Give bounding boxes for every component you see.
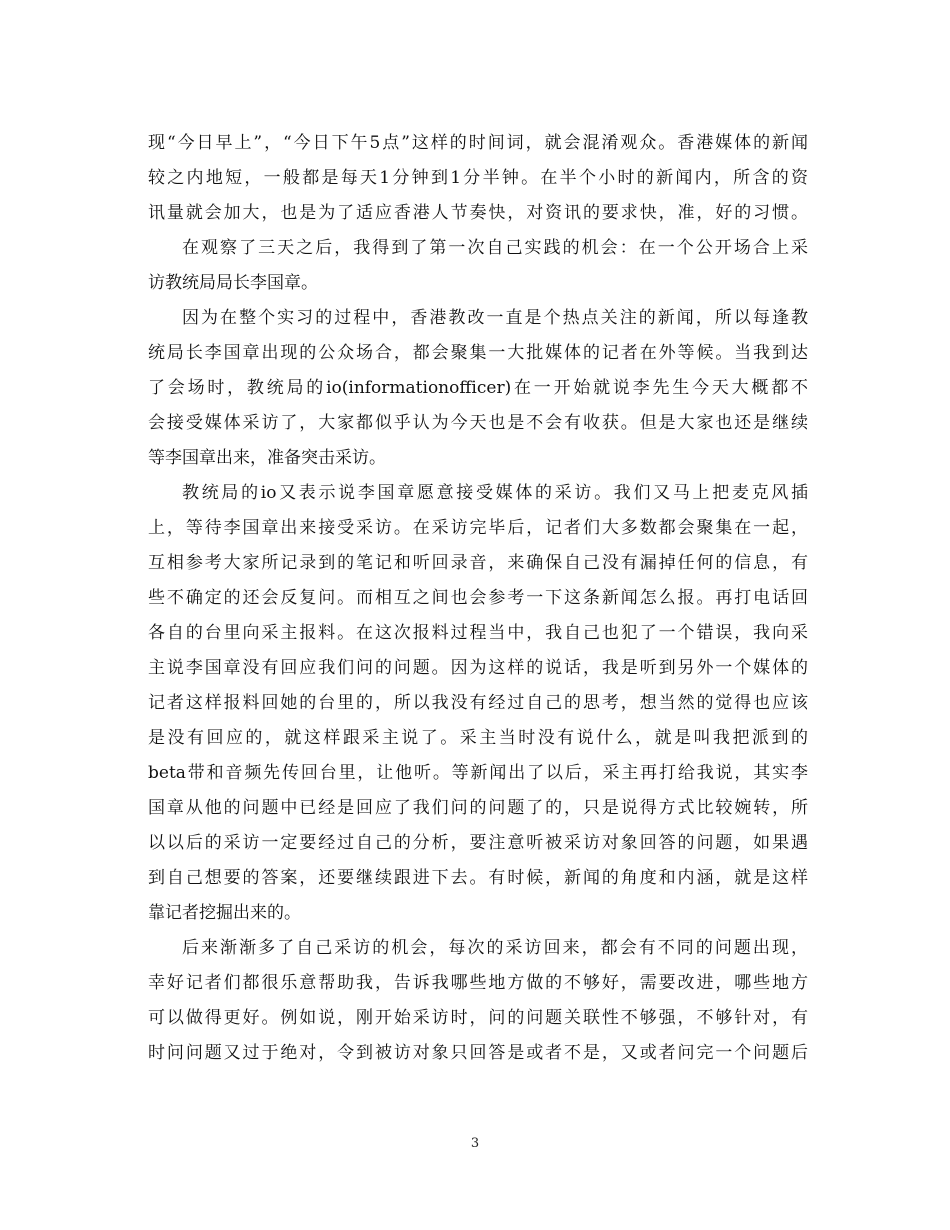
text-line: 是没有回应的，就这样跟采主说了。采主当时没有说什么，就是叫我把派到的: [148, 728, 808, 748]
text-line: 会接受媒体采访了，大家都似乎认为今天也是不会有收获。但是大家也还是继续: [148, 413, 808, 433]
text-line: 到自己想要的答案，还要继续跟进下去。有时候，新闻的角度和内涵，就是这样: [148, 868, 808, 888]
paragraph-first-line: 后来渐渐多了自己采访的机会，每次的采访回来，都会有不同的问题出现，: [182, 938, 808, 958]
text-line: 国章从他的问题中已经是回应了我们问的问题了的，只是说得方式比较婉转，所: [148, 798, 808, 818]
text-line: beta带和音频先传回台里，让他听。等新闻出了以后，采主再打给我说，其实李: [148, 763, 808, 783]
text-line: 时问问题又过于绝对，令到被访对象只回答是或者不是，又或者问完一个问题后: [148, 1043, 808, 1063]
text-line: 了会场时，教统局的io(informationofficer)在一开始就说李先生今天大概都不: [148, 378, 808, 398]
text-line: 互相参考大家所记录到的笔记和听回录音，来确保自己没有漏掉任何的信息，有: [148, 553, 808, 573]
text-line: 各自的台里向采主报料。在这次报料过程当中，我自己也犯了一个错误，我向采: [148, 623, 808, 643]
page-number: 3: [470, 1136, 480, 1151]
text-line: 以以后的采访一定要经过自己的分析，要注意听被采访对象回答的问题，如果遇: [148, 833, 808, 853]
paragraph-first-line: 因为在整个实习的过程中，香港教改一直是个热点关注的新闻，所以每逢教: [182, 308, 808, 328]
document-body: [148, 126, 808, 1071]
text-line: 幸好记者们都很乐意帮助我，告诉我哪些地方做的不够好，需要改进，哪些地方: [148, 973, 808, 993]
paragraph-first-line: 教统局的io又表示说李国章愿意接受媒体的采访。我们又马上把麦克风插: [182, 483, 808, 503]
text-line: 现“今日早上”，“今日下午5点”这样的时间词，就会混淆观众。香港媒体的新闻: [148, 133, 808, 153]
text-line: 统局长李国章出现的公众场合，都会聚集一大批媒体的记者在外等候。当我到达: [148, 343, 808, 363]
text-line: 可以做得更好。例如说，刚开始采访时，问的问题关联性不够强，不够针对，有: [148, 1008, 808, 1028]
paragraph-first-line: 在观察了三天之后，我得到了第一次自己实践的机会：在一个公开场合上采: [182, 238, 808, 258]
text-line: 讯量就会加大，也是为了适应香港人节奏快，对资讯的要求快，准，好的习惯。: [148, 203, 808, 223]
text-line: 访教统局局长李国章。: [148, 273, 318, 293]
text-line: 记者这样报料回她的台里的，所以我没有经过自己的思考，想当然的觉得也应该: [148, 693, 808, 713]
text-line: 靠记者挖掘出来的。: [148, 903, 301, 923]
text-line: 较之内地短，一般都是每天1分钟到1分半钟。在半个小时的新闻内，所含的资: [148, 168, 808, 188]
text-line: 上，等待李国章出来接受采访。在采访完毕后，记者们大多数都会聚集在一起，: [148, 518, 808, 538]
text-line: 些不确定的还会反复问。而相互之间也会参考一下这条新闻怎么报。再打电话回: [148, 588, 808, 608]
text-line: 等李国章出来，准备突击采访。: [148, 448, 386, 468]
text-line: 主说李国章没有回应我们问的问题。因为这样的说话，我是听到另外一个媒体的: [148, 658, 808, 678]
